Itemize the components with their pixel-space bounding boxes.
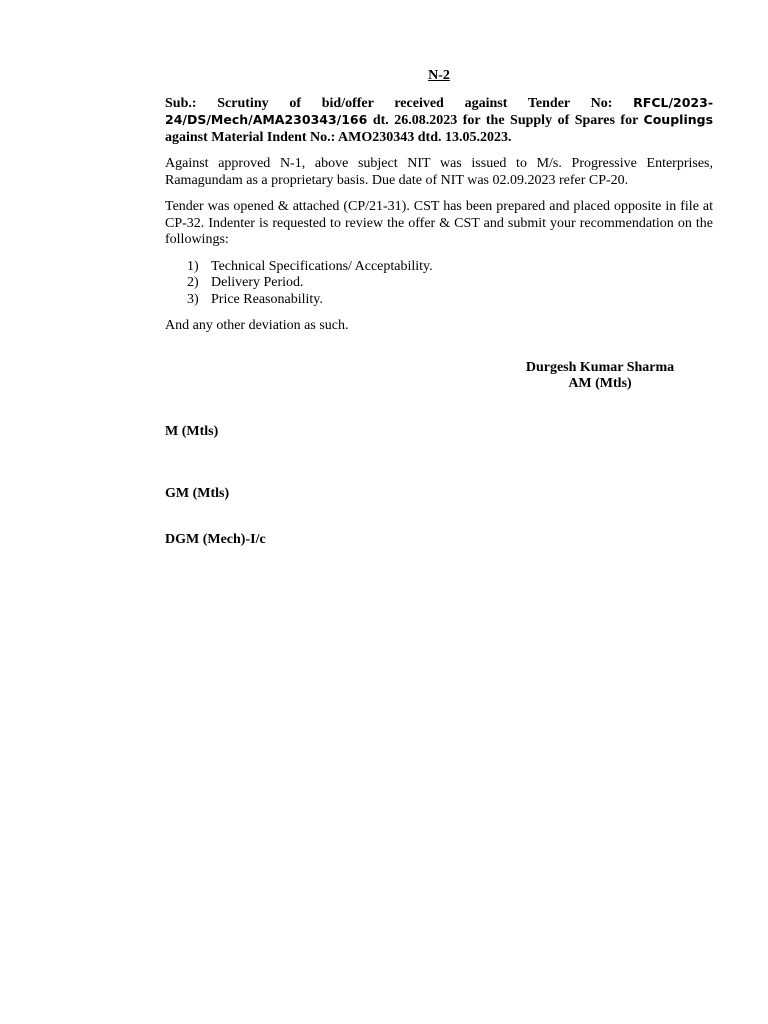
- paragraph-nit: Against approved N-1, above subject NIT was issued to M/s. Progressive Enterprises, Ramagundam as a proprietary basis. Due date of NIT was 02.09.2023 refer CP-20.: [165, 156, 713, 188]
- list-item-number: 1): [187, 258, 199, 274]
- subject-prefix: Sub.: Scrutiny of bid/offer received against Tender No:: [165, 95, 613, 111]
- list-item: [187, 258, 713, 276]
- list-item: [187, 275, 713, 292]
- list-item-text: Price Reasonability.: [211, 291, 323, 307]
- closing-line: And any other deviation as such.: [165, 318, 349, 333]
- designation-gm-mtls: GM (Mtls): [165, 486, 230, 501]
- designation-dgm-mech: DGM (Mech)-I/c: [165, 531, 266, 547]
- list-item-number: 3): [187, 291, 199, 307]
- subject-mid: dt. 26.08.2023 for the Supply of Spares for: [367, 113, 639, 128]
- subject-couplings: Couplings: [643, 112, 714, 127]
- tender-number: RFCL/2023-24/DS/Mech/AMA230343/166: [165, 94, 714, 127]
- signature-block: [497, 360, 703, 393]
- list-item-text: Delivery Period.: [211, 275, 304, 290]
- document-page: [165, 68, 713, 548]
- subject-suffix: against Material Indent No.: AMO230343 dtd. 13.05.2023.: [165, 129, 512, 145]
- signatory-name: Durgesh Kumar Sharma: [525, 359, 675, 375]
- list-item-number: 2): [187, 275, 199, 290]
- subject-line: [165, 95, 713, 147]
- designation-m-mtls: M (Mtls): [165, 423, 219, 439]
- review-points-list: [165, 259, 713, 309]
- list-item: [187, 291, 713, 309]
- page-title: N-2: [428, 68, 450, 83]
- list-item-text: Technical Specifications/ Acceptability.: [211, 258, 433, 274]
- paragraph-tender: Tender was opened & attached (CP/21-31). CST has been prepared and placed opposite in file at CP-32. Indenter is requested to review the offer & CST and submit your recommendation on the followings:: [165, 199, 713, 247]
- signatory-designation: AM (Mtls): [568, 376, 632, 391]
